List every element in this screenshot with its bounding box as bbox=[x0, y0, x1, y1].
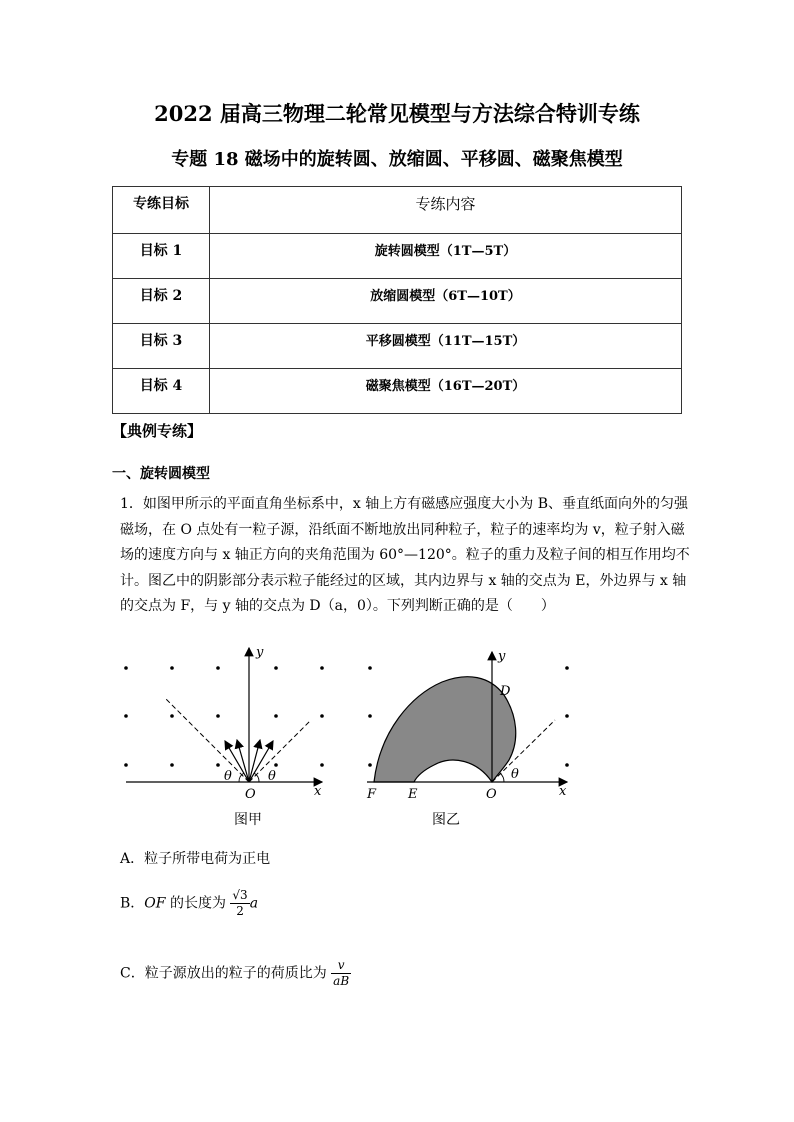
fraction-denominator: 2 bbox=[236, 904, 244, 918]
theta-label: θ bbox=[511, 767, 519, 782]
table-row bbox=[113, 234, 682, 279]
option-a: A．粒子所带电荷为正电 bbox=[120, 851, 271, 867]
question-line: 场的速度方向与 x 轴正方向的夹角范围为 60°—120°。粒子的重力及粒子间的相互作用均不 bbox=[120, 547, 690, 563]
document-title: 2022 届高三物理二轮常见模型与方法综合特训专练 bbox=[154, 101, 640, 126]
option-b-variable: a bbox=[249, 895, 259, 912]
fraction-numerator: √3 bbox=[232, 888, 248, 902]
goal-cell: 目标 4 bbox=[113, 369, 210, 414]
option-c-fraction bbox=[331, 958, 351, 989]
goals-table bbox=[112, 186, 682, 414]
figures bbox=[112, 640, 582, 840]
question-line: 计。图乙中的阴影部分表示粒子能经过的区域，其内边界与 x 轴的交点为 E，外边界与 x 轴 bbox=[120, 572, 687, 589]
theta-left-label: θ bbox=[224, 769, 232, 784]
question-line: 磁场，在 O 点处有一粒子源，沿纸面不断地放出同种粒子，粒子的速率均为 v，粒子射入磁 bbox=[120, 521, 685, 538]
fraction-denominator: aB bbox=[333, 974, 350, 988]
point-e-label: E bbox=[408, 787, 418, 802]
x-axis-label: x bbox=[314, 784, 322, 799]
shaded-region bbox=[374, 677, 516, 782]
figure-jia bbox=[124, 645, 324, 828]
content-cell: 磁聚焦模型（16T—20T） bbox=[210, 369, 682, 414]
table-header-content: 专练内容 bbox=[210, 187, 682, 234]
table-row bbox=[113, 279, 682, 324]
option-b-segment: OF bbox=[144, 895, 166, 912]
point-f-label: F bbox=[367, 787, 377, 802]
origin-label: O bbox=[486, 787, 497, 802]
x-axis-label: x bbox=[559, 784, 567, 799]
figure-yi bbox=[366, 649, 569, 828]
table-row bbox=[113, 324, 682, 369]
goal-cell: 目标 1 bbox=[113, 234, 210, 279]
content-cell: 旋转圆模型（1T—5T） bbox=[210, 234, 682, 279]
option-b-fraction bbox=[230, 888, 249, 919]
point-d-label: D bbox=[500, 684, 511, 699]
origin-label: O bbox=[245, 787, 256, 802]
field-dots bbox=[124, 666, 324, 767]
option-c bbox=[120, 958, 351, 989]
figure-caption: 图甲 bbox=[234, 812, 262, 828]
option-b-text: 的长度为 bbox=[165, 895, 226, 912]
figure-caption: 图乙 bbox=[432, 812, 460, 828]
question-text bbox=[120, 492, 690, 620]
y-axis-label: y bbox=[498, 649, 506, 664]
option-b-prefix: B． bbox=[120, 895, 145, 912]
table-header-goal: 专练目标 bbox=[113, 187, 210, 234]
content-cell: 平移圆模型（11T—15T） bbox=[210, 324, 682, 369]
document-subtitle: 专题 18 磁场中的旋转圆、放缩圆、平移圆、磁聚焦模型 bbox=[171, 149, 623, 170]
option-c-text: C．粒子源放出的粒子的荷质比为 bbox=[120, 965, 327, 982]
section-header: 【典例专练】 bbox=[112, 422, 203, 440]
y-axis-label: y bbox=[256, 645, 264, 660]
boundary-dashed-right bbox=[249, 720, 311, 782]
content-cell: 放缩圆模型（6T—10T） bbox=[210, 279, 682, 324]
goal-cell: 目标 2 bbox=[113, 279, 210, 324]
question-line: 1．如图甲所示的平面直角坐标系中，x 轴上方有磁感应强度大小为 B、垂直纸面向外的匀强 bbox=[120, 496, 688, 512]
option-b bbox=[120, 888, 258, 919]
theta-right-label: θ bbox=[268, 769, 276, 784]
table-row bbox=[113, 369, 682, 414]
subsection-header: 一、旋转圆模型 bbox=[112, 466, 210, 482]
table-header-row bbox=[113, 187, 682, 234]
question-line: 的交点为 F，与 y 轴的交点为 D（a，0）。下列判断正确的是（ ） bbox=[120, 598, 555, 614]
boundary-dashed-left bbox=[165, 698, 249, 782]
fraction-numerator: v bbox=[331, 958, 351, 974]
goal-cell: 目标 3 bbox=[113, 324, 210, 369]
